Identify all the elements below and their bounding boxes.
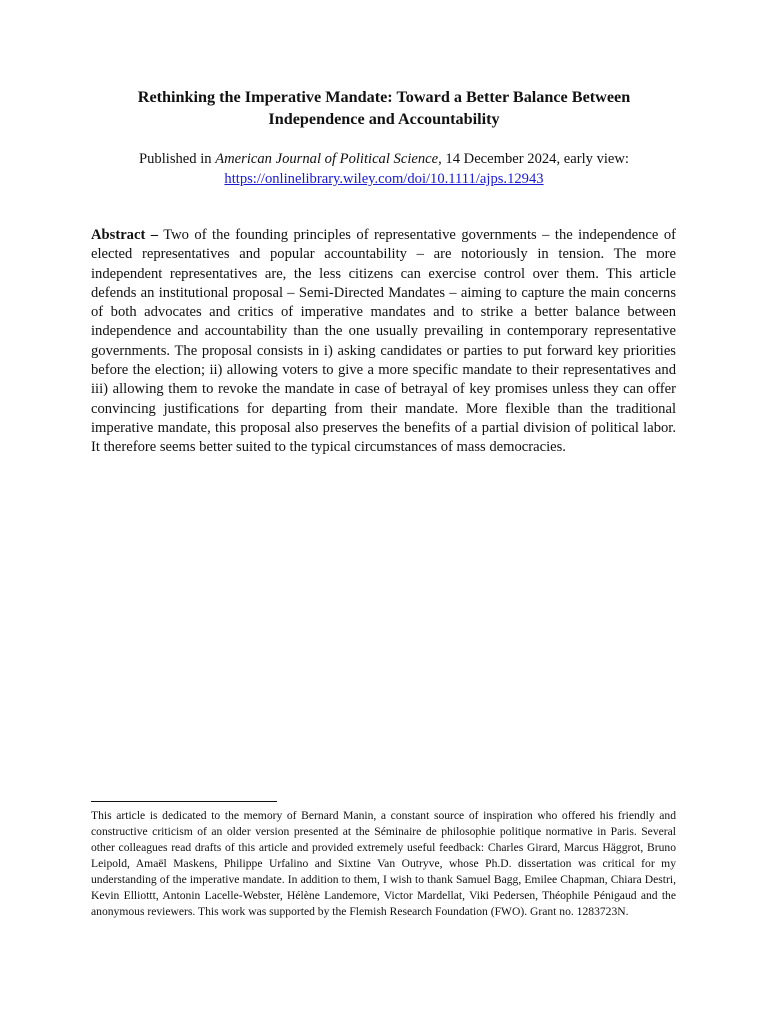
abstract [91,226,676,458]
abstract-label: Abstract – [91,227,159,243]
footnote: This article is dedicated to the memory of Bernard Manin, a constant source of inspiration who offered his friendly and constructive criticism of an older version presented at the Séminaire de philosophie politique normative in Paris. Several other colleagues read drafts of this article and provided extremely useful feedback: Charles Girard, Marcus Häggrot, Bruno Leipold, Amaël Maskens, Philippe Urfalino and Sixtine Van Outryve, whose Ph.D. dissertation was critical for my understanding of the imperative mandate. In addition to them, I wish to thank Samuel Bagg, Emilee Chapman, Chiara Destri, Kevin Elliottt, Antonin Lacelle-Webster, Hélène Landemore, Victor Mardellat, Viki Pedersen, Théophile Pénigaud and the anonymous reviewers. This work was supported by the Flemish Research Foundation (FWO). Grant no. 1283723N. [91,809,676,918]
journal-name: American Journal of Political Science [215,151,439,167]
footnote-divider [91,801,277,802]
publication-prefix: Published in [139,151,216,167]
doi-link[interactable]: https://onlinelibrary.wiley.com/doi/10.1111/ajps.12943 [224,171,544,187]
publication-info [92,149,676,189]
paper-title: Rethinking the Imperative Mandate: Toward a Better Balance Between Independence and Accountability [137,88,631,128]
publication-date: , 14 December 2024, early view: [438,151,629,167]
abstract-text: Two of the founding principles of representative governments – the independence of elected representatives and popular accountability – are notoriously in tension. The more independent representatives are, the less citizens can exercise control over them. This article defends an institutional proposal – Semi-Directed Mandates – aiming to capture the main concerns of both advocates and critics of imperative mandates and to strike a better balance between independence and accountability than the one usually prevailing in contemporary representative governments. The proposal consists in i) asking candidates or parties to put forward key priorities before the election; ii) allowing voters to give a more specific mandate to their representatives and iii) allowing them to revoke the mandate in case of betrayal of key promises unless they can offer convincing justifications for departing from their mandate. More flexible than the traditional imperative mandate, this proposal also preserves the benefits of a partial division of political labor. It therefore seems better suited to the typical circumstances of mass democracies. [91,227,676,456]
